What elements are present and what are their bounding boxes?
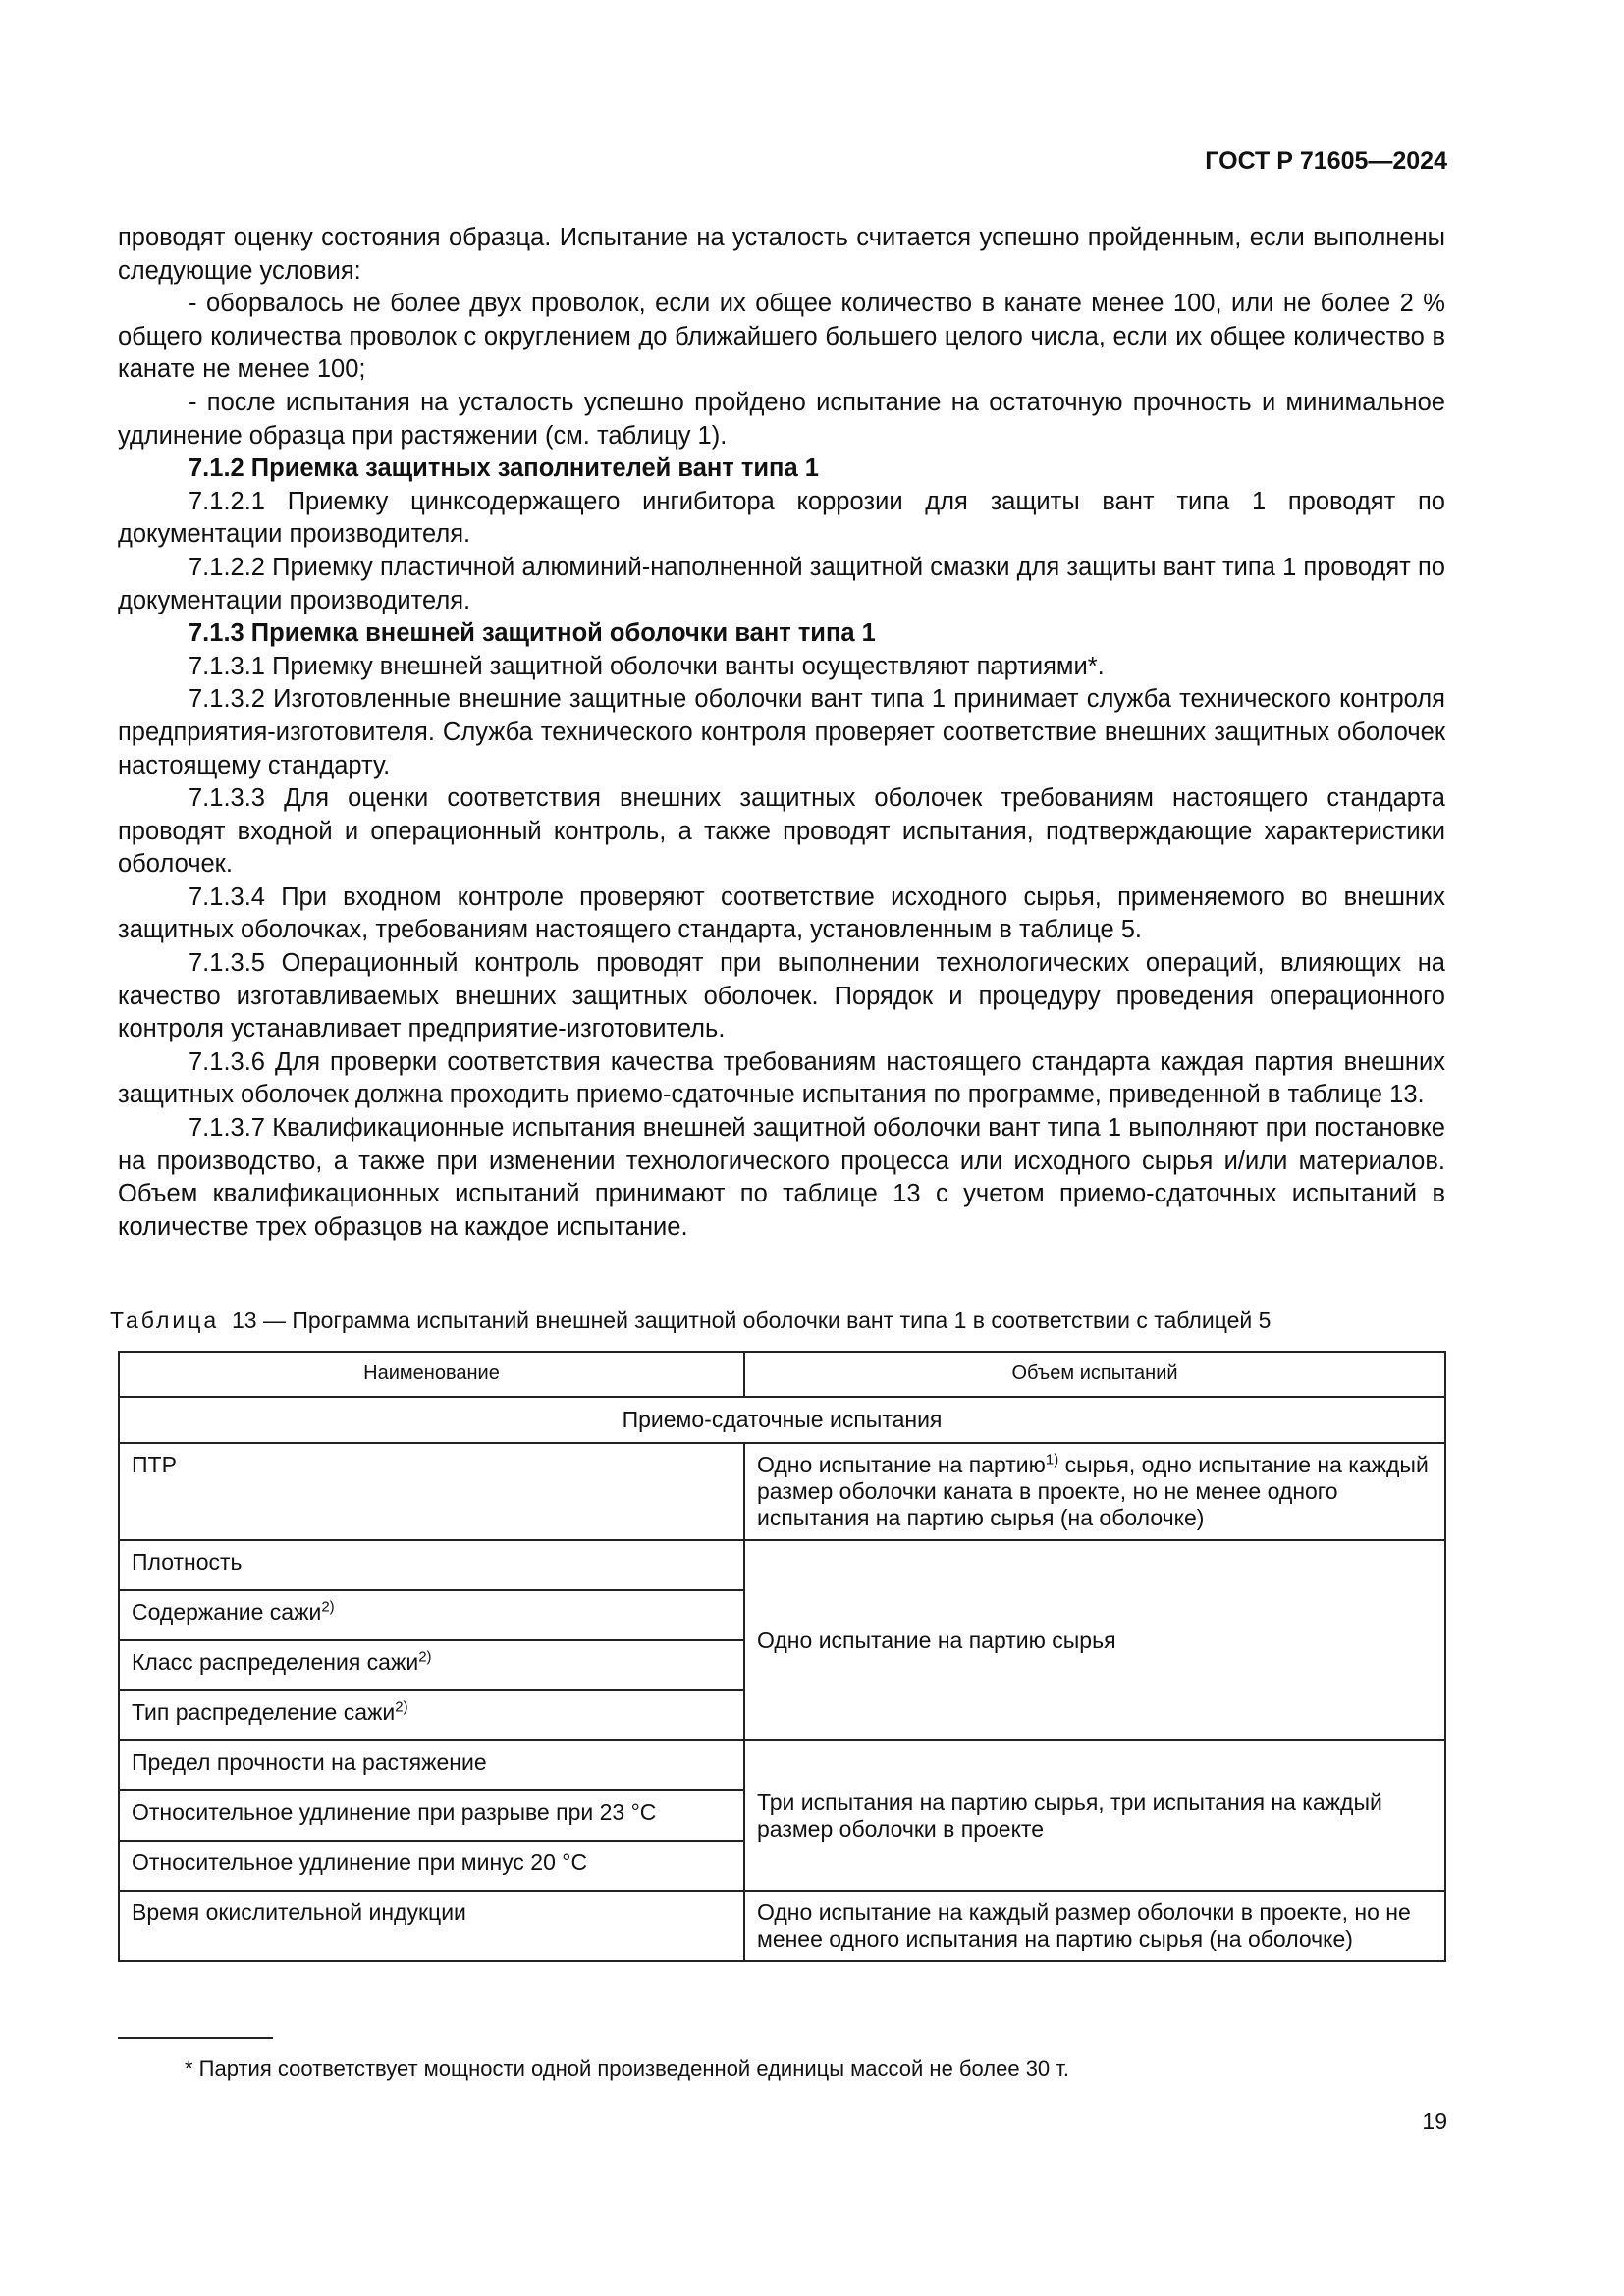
test-name: Предел прочности на растяжение [119, 1740, 744, 1790]
section-heading: 7.1.3 Приемка внешней защитной оболочки вант типа 1 [189, 619, 876, 648]
footnote-ref: 2) [395, 1698, 408, 1716]
test-name: Относительное удлинение при разрыве при 23 °C [119, 1790, 744, 1841]
body-text [118, 222, 1445, 1244]
page-number: 19 [1422, 2109, 1447, 2134]
table-section-row [119, 1397, 1445, 1443]
test-name: ПТР [119, 1443, 744, 1540]
paragraph: - оборвалось не более двух проволок, если их общее количество в канате менее 100, или не более 2 % общего количества проволок с округлением до ближайшего большего целого числа, если их общее количество в канате не менее 100; [118, 290, 1445, 384]
paragraph: 7.1.3.2 Изготовленные внешние защитные оболочки вант типа 1 принимает служба технического контроля предприятия-изготовителя. Служба технического контроля проверяет соответствие внешних защитных оболочек настоящему стандарту. [118, 685, 1445, 779]
test-scope: Одно испытание на каждый размер оболочки в проекте, но не менее одного испытания на партию сырья (на оболочке) [744, 1891, 1445, 1961]
test-name-text: Класс распределения сажи [132, 1649, 419, 1675]
test-name [119, 1590, 744, 1640]
paragraph: 7.1.2.1 Приемку цинксодержащего ингибитора коррозии для защиты вант типа 1 проводят по документации производителя. [118, 487, 1445, 549]
paragraph: 7.1.3.7 Квалификационные испытания внешней защитной оболочки вант типа 1 выполняют при постановке на производство, а также при изменении технологического процесса или исходного сырья и/или материалов. Объем квалификационных испытаний принимают по таблице 13 с учетом приемо-сдаточных испытаний в количестве трех образцов на каждое испытание. [118, 1114, 1445, 1241]
table-row [119, 1443, 1445, 1540]
footnote-ref: 2) [321, 1598, 335, 1616]
table-header-row [119, 1352, 1445, 1397]
table-row [119, 1740, 1445, 1790]
footnote: * Партия соответствует мощности одной произведенной единицы массой не более 30 т. [185, 2056, 1070, 2081]
test-scope: Три испытания на партию сырья, три испытания на каждый размер оболочки в проекте [744, 1740, 1445, 1891]
column-header-scope: Объем испытаний [744, 1352, 1445, 1397]
footnote-ref: 2) [418, 1648, 432, 1666]
test-name [119, 1540, 744, 1590]
test-name-text: Плотность [132, 1549, 243, 1575]
table-caption [110, 1306, 1465, 1335]
test-program-table [118, 1351, 1446, 1962]
test-scope-text: сырья, одно испытание на каждый размер оболочки каната в проекте, но не менее одного испытания на партию сырья (на оболочке) [757, 1452, 1429, 1530]
table-row [119, 1891, 1445, 1961]
table-caption-text: 13 — Программа испытаний внешней защитной оболочки вант типа 1 в соответствии с таблицей 5 [231, 1308, 1272, 1333]
table-row [119, 1540, 1445, 1590]
test-scope [744, 1443, 1445, 1540]
footnote-ref: 1) [1045, 1451, 1059, 1468]
paragraph: 7.1.2.2 Приемку пластичной алюминий-наполненной защитной смазки для защиты вант типа 1 проводят по документации производителя. [118, 553, 1445, 614]
table-caption-label: Таблица [110, 1308, 220, 1333]
test-name: Относительное удлинение при минус 20 °C [119, 1841, 744, 1891]
footnote-separator [118, 2037, 273, 2039]
paragraph: - после испытания на усталость успешно пройдено испытание на остаточную прочность и минимальное удлинение образца при растяжении (см. таблицу 1). [118, 388, 1445, 450]
paragraph: 7.1.3.6 Для проверки соответствия качества требованиям настоящего стандарта каждая партия внешних защитных оболочек должна проходить приемо-сдаточные испытания по программе, приведенной в таблице 13. [118, 1047, 1445, 1109]
test-name [119, 1640, 744, 1690]
section-heading: 7.1.2 Приемка защитных заполнителей вант типа 1 [189, 454, 819, 483]
section-title: Приемо-сдаточные испытания [119, 1397, 1445, 1443]
paragraph: 7.1.3.1 Приемку внешней защитной оболочки ванты осуществляют партиями*. [189, 652, 1105, 680]
column-header-name: Наименование [119, 1352, 744, 1397]
paragraph: 7.1.3.4 При входном контроле проверяют соответствие исходного сырья, применяемого во внешних защитных оболочках, требованиям настоящего стандарта, установленным в таблице 5. [118, 882, 1445, 944]
test-name-text: Тип распределение сажи [132, 1699, 396, 1725]
test-name-text: Содержание сажи [132, 1599, 322, 1625]
paragraph: проводят оценку состояния образца. Испытание на усталость считается успешно пройденным, если выполнены следующие условия: [118, 224, 1445, 285]
paragraph: 7.1.3.5 Операционный контроль проводят при выполнении технологических операций, влияющих на качество изготавливаемых внешних защитных оболочек. Порядок и процедуру проведения операционного контроля устанавливает предприятие-изготовитель. [118, 949, 1445, 1043]
document-id: ГОСТ Р 71605—2024 [1205, 147, 1447, 175]
test-name: Время окислительной индукции [119, 1891, 744, 1961]
test-scope-text: Одно испытание на партию [757, 1452, 1046, 1477]
paragraph: 7.1.3.3 Для оценки соответствия внешних защитных оболочек требованиям настоящего стандарта проводят входной и операционный контроль, а также проводят испытания, подтверждающие характеристики оболочек. [118, 784, 1445, 879]
test-name [119, 1690, 744, 1740]
test-scope: Одно испытание на партию сырья [744, 1540, 1445, 1740]
